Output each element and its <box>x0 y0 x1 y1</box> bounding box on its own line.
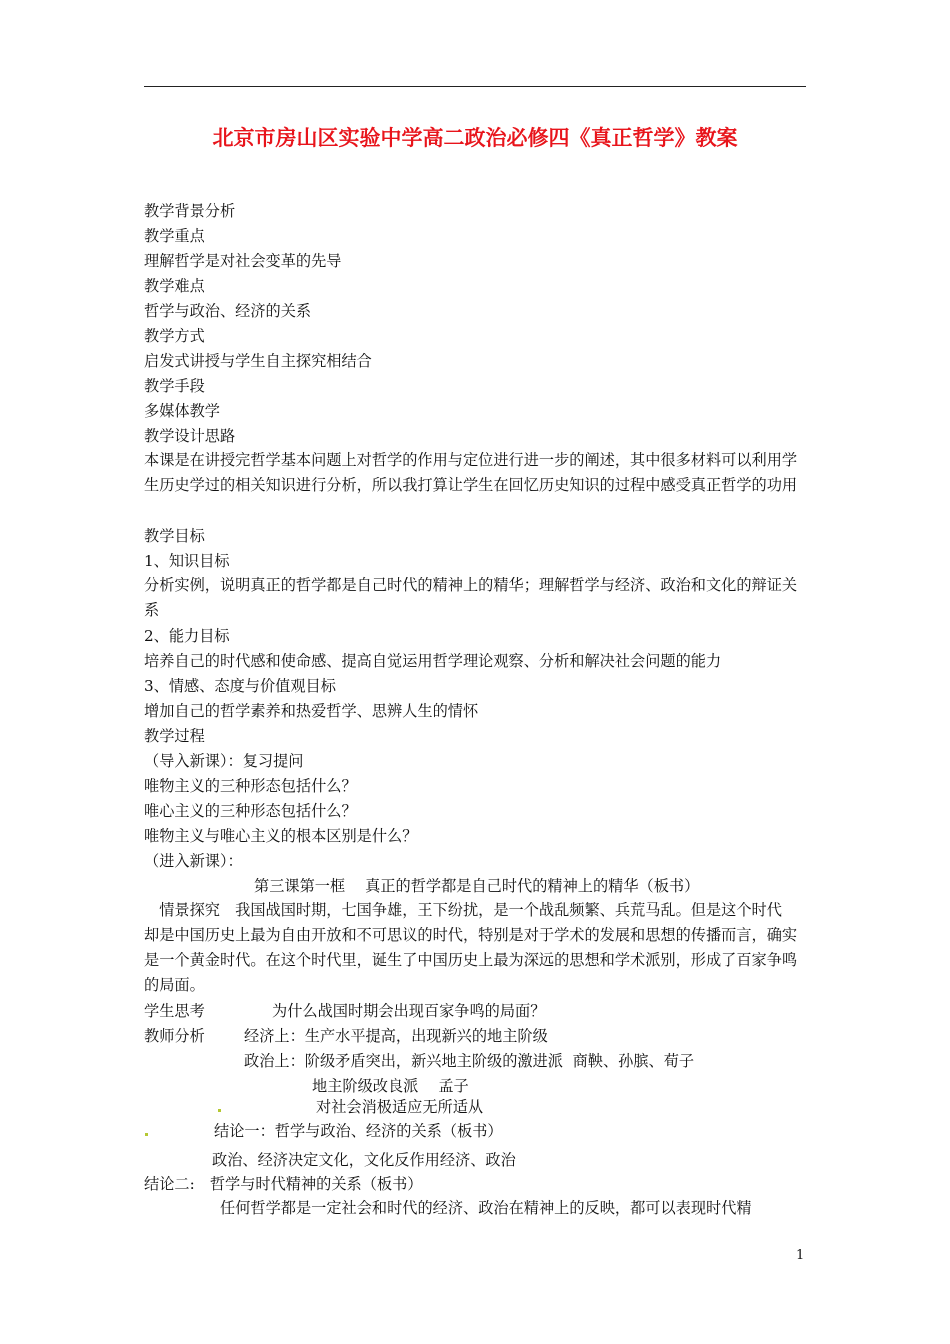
speck-mark <box>218 1109 221 1112</box>
goal1-text: 分析实例，说明真正的哲学都是自己时代的精神上的精华；理解哲学与经济、政治和文化的辩证关系 <box>144 576 798 619</box>
passive-line: 对社会消极适应无所适从 <box>316 1098 484 1116</box>
speck-mark <box>145 1133 148 1136</box>
student-question: 为什么战国时期会出现百家争鸣的局面？ <box>272 1002 546 1020</box>
heading-key-points: 教学重点 <box>144 227 205 245</box>
reformist-line: 地主阶级改良派 孟子 <box>312 1077 469 1095</box>
scenario-paragraph: 情景探究 我国战国时期，七国争雄，王下纷扰，是一个战乱频繁、兵荒马乱。但是这个时代 却是中国历史上最为自由开放和不可思议的时代，特别是对于学术的发展和思想的传播而言，确实是一个黄金时代。在这个时代里，诞生了中国历史上最为深远的思想和学术派别，形成了百家争鸣的局面。 <box>144 901 798 994</box>
question-1: 唯物主义的三种形态包括什么？ <box>144 777 357 795</box>
heading-difficulties: 教学难点 <box>144 277 205 295</box>
heading-goals: 教学目标 <box>144 527 205 545</box>
goal3-heading: 3、情感、态度与价值观目标 <box>144 677 336 695</box>
question-2: 唯心主义的三种形态包括什么？ <box>144 802 357 820</box>
conclusion-1: 结论一：哲学与政治、经济的关系（板书） <box>214 1122 503 1140</box>
text-method: 启发式讲授与学生自主探究相结合 <box>144 352 372 370</box>
text-key-points: 理解哲学是对社会变革的先导 <box>144 252 342 270</box>
heading-method: 教学方式 <box>144 327 205 345</box>
goal3-text: 增加自己的哲学素养和热爱哲学、思辨人生的情怀 <box>144 702 479 720</box>
student-label: 学生思考 <box>144 1002 205 1020</box>
new-lesson-label: （进入新课）： <box>144 852 243 870</box>
board-title: 第三课第一框 真正的哲学都是自己时代的精神上的精华（板书） <box>254 877 700 895</box>
page-number: 1 <box>796 1248 805 1263</box>
goal2-heading: 2、能力目标 <box>144 627 230 645</box>
goal1-heading: 1、知识目标 <box>144 552 230 570</box>
heading-background: 教学背景分析 <box>144 202 236 220</box>
header-rule <box>144 86 806 87</box>
conclusion-2: 结论二: 哲学与时代精神的关系（板书） <box>144 1175 423 1193</box>
conclusion-1-text: 政治、经济决定文化，文化反作用经济、政治 <box>212 1151 516 1169</box>
economy-line: 经济上：生产水平提高，出现新兴的地主阶级 <box>244 1027 548 1045</box>
goal2-text: 培养自己的时代感和使命感、提高自觉运用哲学理论观察、分析和解决社会问题的能力 <box>144 652 722 670</box>
text-difficulties: 哲学与政治、经济的关系 <box>144 302 312 320</box>
document-title: 北京市房山区实验中学高二政治必修四《真正哲学》教案 <box>212 126 738 150</box>
question-3: 唯物主义与唯心主义的根本区别是什么？ <box>144 827 418 845</box>
text-means: 多媒体教学 <box>144 402 220 420</box>
heading-means: 教学手段 <box>144 377 205 395</box>
politics-line: 政治上：阶级矛盾突出，新兴地主阶级的激进派 商鞅、孙膑、荀子 <box>244 1052 695 1070</box>
teacher-label: 教师分析 <box>144 1027 205 1045</box>
heading-process: 教学过程 <box>144 727 205 745</box>
intro-label: （导入新课）：复习提问 <box>144 752 304 770</box>
heading-design: 教学设计思路 <box>144 427 236 445</box>
conclusion-2-text: 任何哲学都是一定社会和时代的经济、政治在精神上的反映，都可以表现时代精 <box>220 1199 752 1217</box>
design-paragraph: 本课是在讲授完哲学基本问题上对哲学的作用与定位进行进一步的阐述，其中很多材料可以利用学生历史学过的相关知识进行分析，所以我打算让学生在回忆历史知识的过程中感受真正哲学的功用 <box>144 451 798 494</box>
